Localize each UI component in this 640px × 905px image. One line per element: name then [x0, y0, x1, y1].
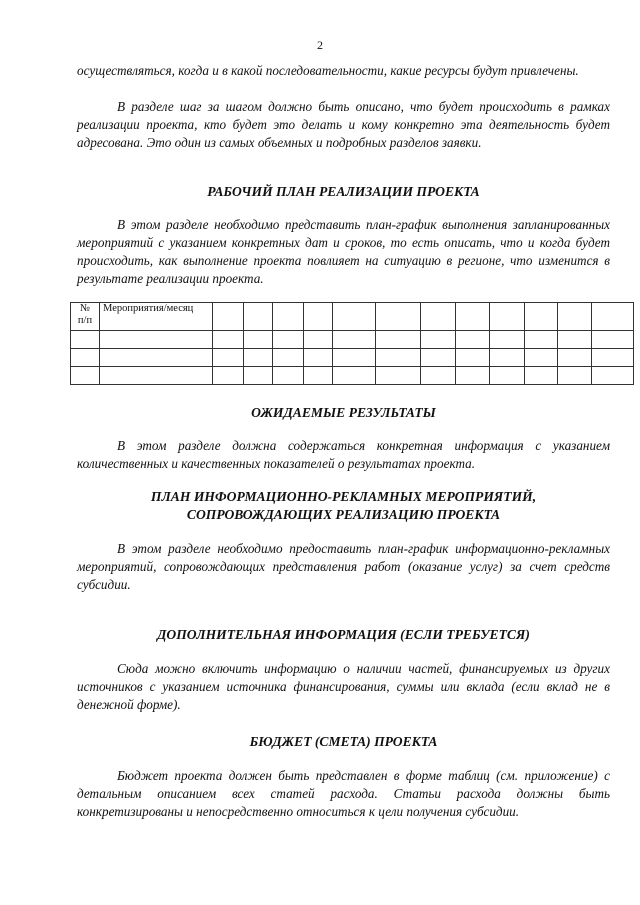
table-cell: [100, 367, 213, 385]
table-cell: [592, 349, 634, 367]
column-header-month: [273, 303, 304, 331]
table-cell: [421, 349, 456, 367]
table-cell: [213, 367, 244, 385]
table-cell: [71, 349, 100, 367]
table-cell: [376, 367, 421, 385]
paragraph-additional-info: Сюда можно включить информацию о наличии частей, финансируемых из других источников с указанием источника финансирования, суммы или вклада (если вклад не в денежной форме).: [77, 661, 610, 712]
table-cell: [456, 367, 490, 385]
paragraph-work-plan: В этом разделе необходимо представить план-график выполнения запланированных мероприятий с указанием конкретных дат и сроков, то есть описать, что и когда будет происходить, как выполнение проекта повлияет на ситуацию в регионе, что изменится в результате реализации проекта.: [77, 217, 610, 286]
table-cell: [490, 367, 525, 385]
table-cell: [525, 367, 558, 385]
column-header-activities: Мероприятия/месяц: [100, 303, 213, 331]
table-cell: [273, 367, 304, 385]
heading-info-plan-line1: ПЛАН ИНФОРМАЦИОННО-РЕКЛАМНЫХ МЕРОПРИЯТИЙ,: [150, 489, 537, 504]
table-row: [71, 367, 634, 385]
table-cell: [456, 331, 490, 349]
table-cell: [490, 331, 525, 349]
table-cell: [490, 349, 525, 367]
heading-work-plan: РАБОЧИЙ ПЛАН РЕАЛИЗАЦИИ ПРОЕКТА: [207, 184, 480, 199]
table-cell: [592, 367, 634, 385]
table-cell: [213, 349, 244, 367]
column-header-month: [525, 303, 558, 331]
work-plan-table: [70, 302, 634, 385]
paragraph-expected-results: В этом разделе должна содержаться конкретная информация с указанием количественных и качественных показателей о результатах проекта.: [77, 438, 610, 471]
heading-additional-info: ДОПОЛНИТЕЛЬНАЯ ИНФОРМАЦИЯ (ЕСЛИ ТРЕБУЕТСЯ): [157, 627, 530, 642]
column-header-month: [376, 303, 421, 331]
heading-expected-results: ОЖИДАЕМЫЕ РЕЗУЛЬТАТЫ: [251, 405, 436, 420]
table-cell: [244, 331, 273, 349]
heading-info-plan-line2: СОПРОВОЖДАЮЩИХ РЕАЛИЗАЦИЮ ПРОЕКТА: [186, 507, 501, 522]
table-cell: [592, 331, 634, 349]
table-cell: [558, 331, 592, 349]
table-cell: [71, 367, 100, 385]
table-cell: [456, 349, 490, 367]
heading-info-plan: [77, 488, 610, 524]
table-cell: [304, 331, 333, 349]
table-cell: [244, 367, 273, 385]
table-cell: [376, 331, 421, 349]
table-cell: [333, 331, 376, 349]
column-header-month: [558, 303, 592, 331]
table-cell: [421, 367, 456, 385]
table-cell: [71, 331, 100, 349]
column-header-month: [456, 303, 490, 331]
column-header-month: [244, 303, 273, 331]
table-cell: [558, 367, 592, 385]
page-number: 2: [317, 38, 323, 52]
column-header-month: [421, 303, 456, 331]
column-header-month: [213, 303, 244, 331]
table-cell: [376, 349, 421, 367]
table-row: [71, 331, 634, 349]
column-header-month: [592, 303, 634, 331]
table-cell: [333, 367, 376, 385]
column-header-month: [490, 303, 525, 331]
table-cell: [558, 349, 592, 367]
table-cell: [525, 331, 558, 349]
table-cell: [304, 349, 333, 367]
table-row: [71, 349, 634, 367]
column-header-number: № п/п: [71, 303, 100, 331]
table-header-row: [71, 303, 634, 331]
table-cell: [100, 331, 213, 349]
table-cell: [273, 349, 304, 367]
paragraph-steps: В разделе шаг за шагом должно быть описано, что будет происходить в рамках реализации проекта, кто будет это делать и кому конкретно эта деятельность будет адресована. Это один из самых объемных и подробных разделов заявки.: [77, 99, 610, 150]
column-header-month: [333, 303, 376, 331]
column-header-month: [304, 303, 333, 331]
table-cell: [244, 349, 273, 367]
table-cell: [213, 331, 244, 349]
table-cell: [333, 349, 376, 367]
table-cell: [273, 331, 304, 349]
paragraph-info-plan: В этом разделе необходимо предоставить план-график информационно-рекламных мероприятий, сопровождающих представления работ (оказание услуг) за счет средств субсидии.: [77, 541, 610, 592]
table-cell: [100, 349, 213, 367]
table-cell: [304, 367, 333, 385]
paragraph-budget: Бюджет проекта должен быть представлен в форме таблиц (см. приложение) с детальным описанием всех статей расхода. Статьи расхода должны быть конкретизированы и непосредственно относиться к цели получения субсидии.: [77, 768, 610, 819]
paragraph-continuation: осуществляться, когда и в какой последовательности, какие ресурсы будут привлечены.: [77, 63, 579, 78]
table-cell: [525, 349, 558, 367]
table-cell: [421, 331, 456, 349]
heading-budget: БЮДЖЕТ (СМЕТА) ПРОЕКТА: [249, 734, 438, 749]
